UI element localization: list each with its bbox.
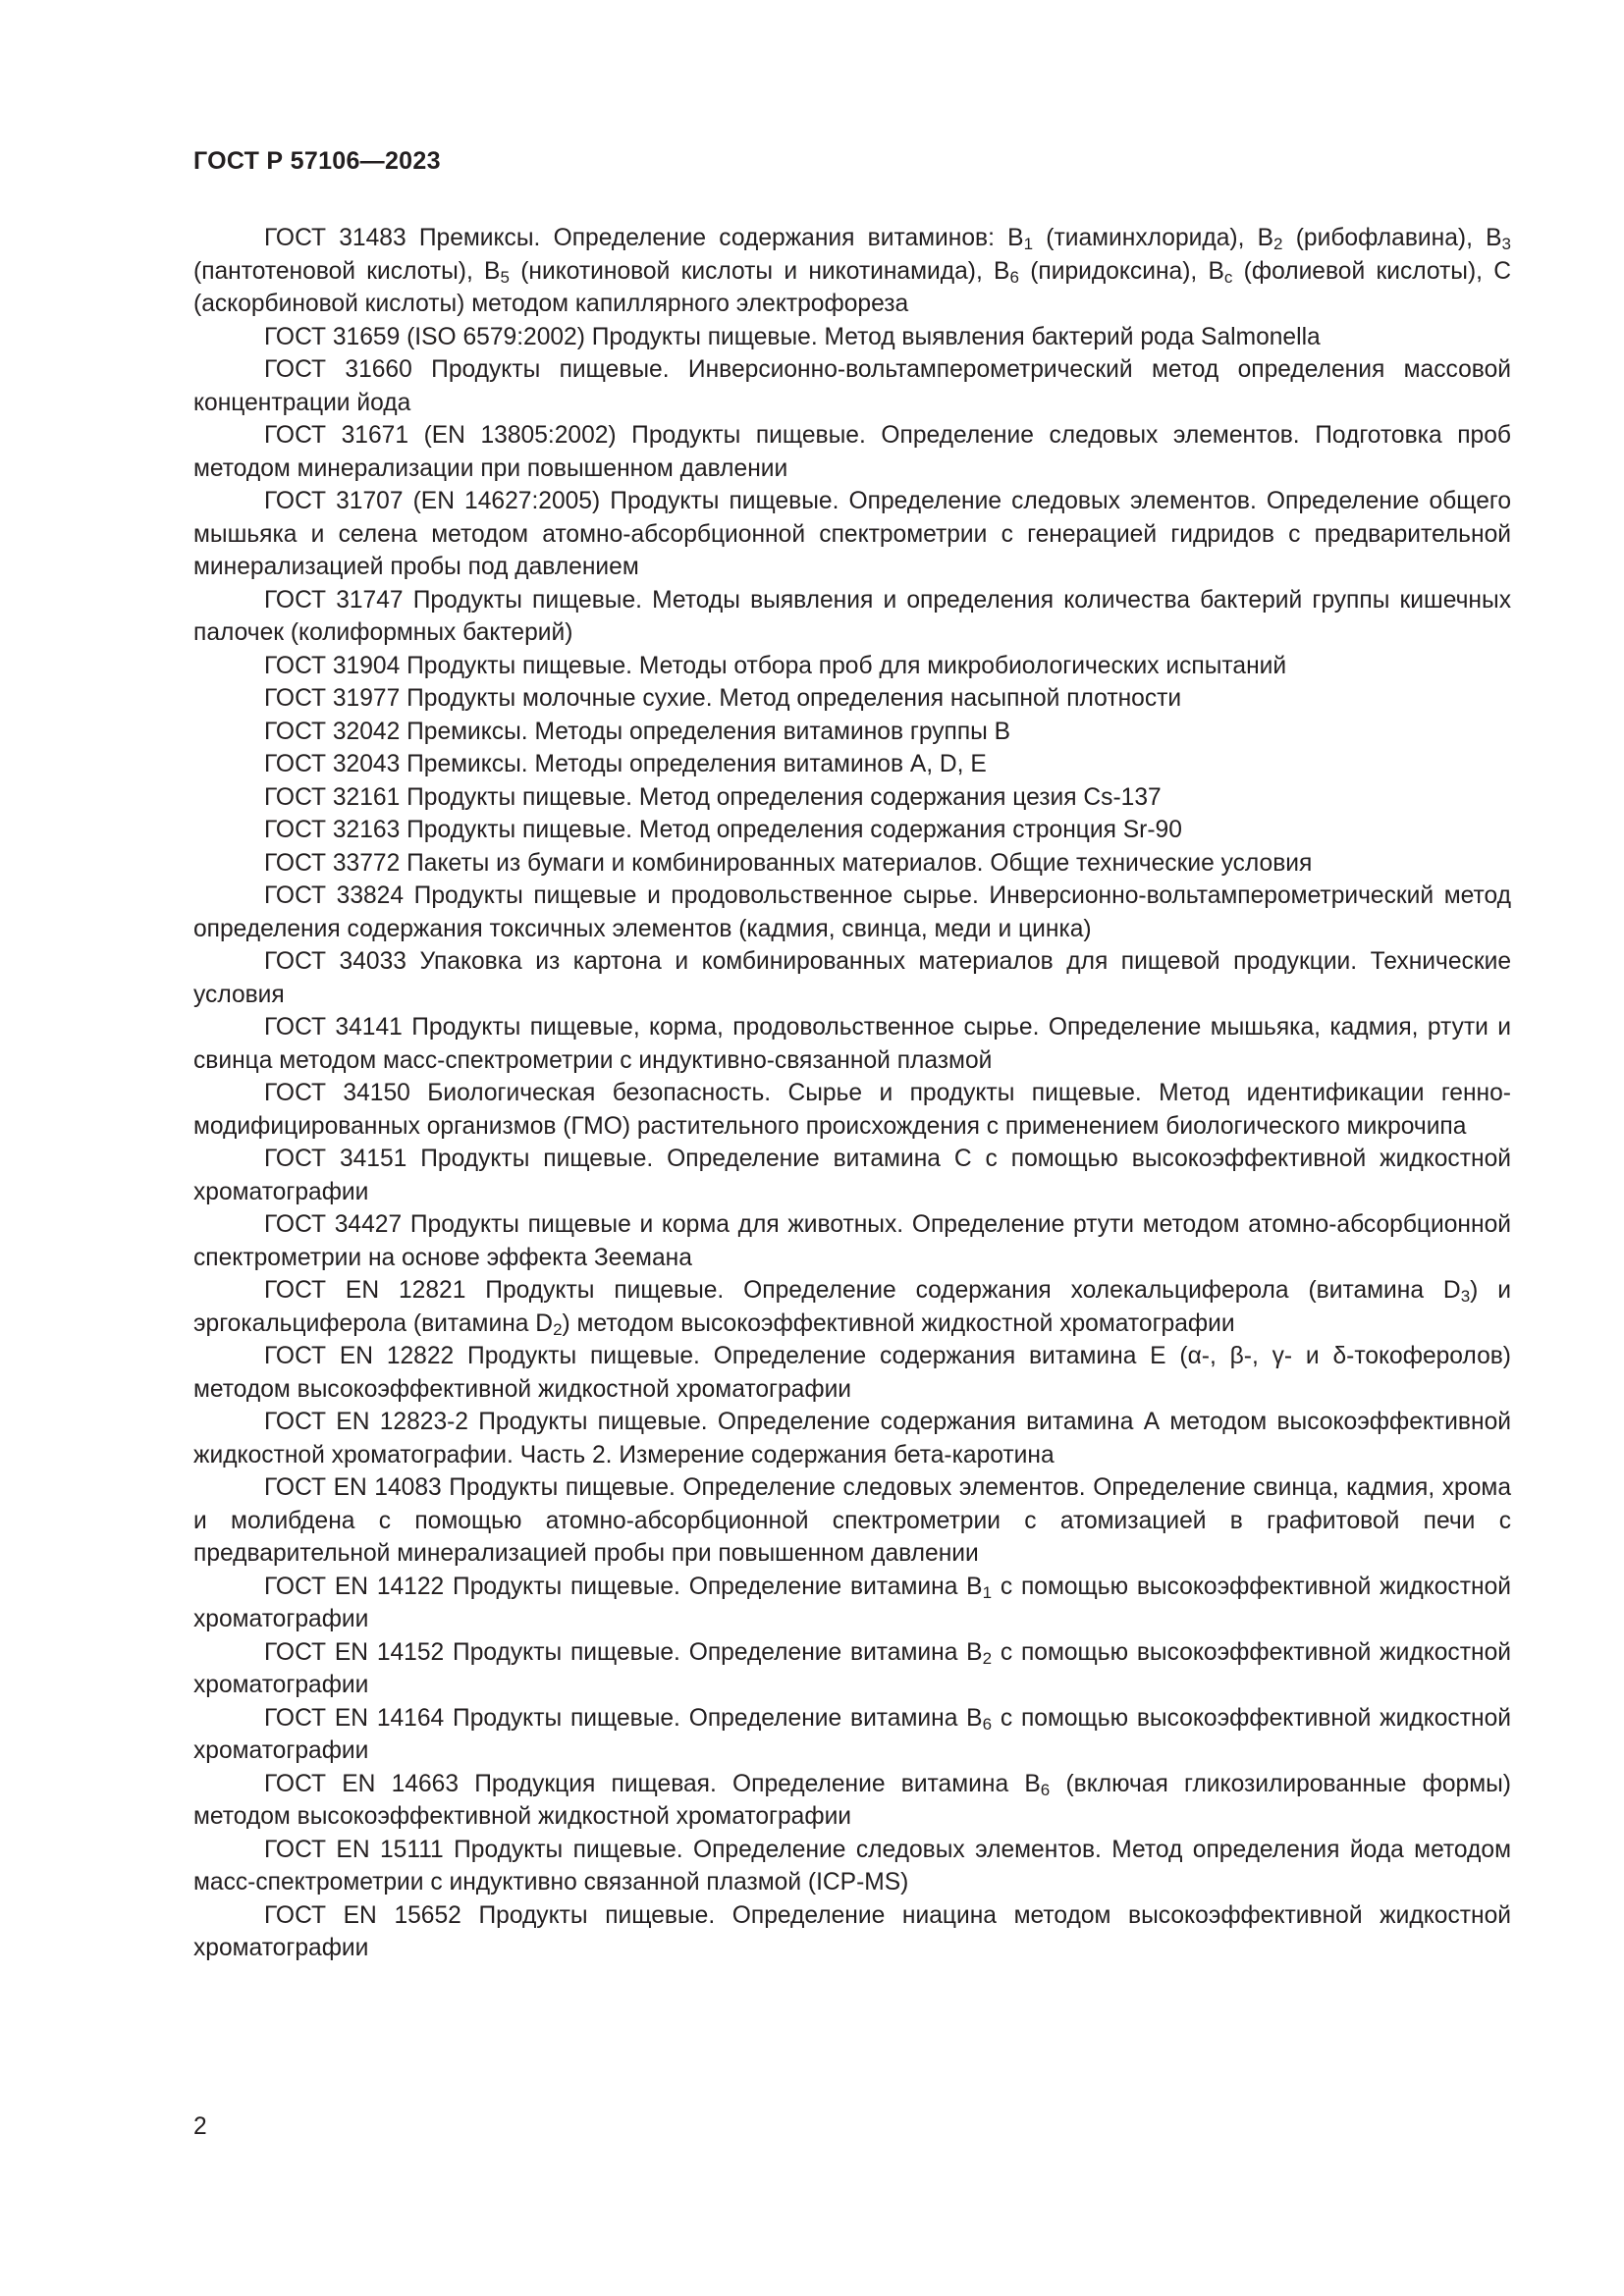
- reference-text: (включая гликозилированные формы) методом высокоэффективной жидкостной хроматографии: [193, 1770, 1511, 1830]
- subscript-index: 6: [1009, 267, 1019, 287]
- reference-entry: [193, 814, 1511, 847]
- reference-text: ГОСТ 31660 Продукты пищевые. Инверсионно-вольтамперометрический метод определения массовой концентрации йода: [193, 356, 1511, 416]
- subscript-index: 1: [982, 1582, 993, 1602]
- reference-entry: [193, 321, 1511, 354]
- reference-text: (никотиновой кислоты и никотинамида), B: [509, 257, 1010, 285]
- reference-text: ГОСТ 31671 (EN 13805:2002) Продукты пищевые. Определение следовых элементов. Подготовка проб методом минерализации при повышенном давлении: [193, 422, 1511, 482]
- reference-text: ГОСТ 32043 Премиксы. Методы определения витаминов А, D, Е: [264, 751, 987, 777]
- reference-text: ) методом высокоэффективной жидкостной хроматографии: [562, 1309, 1235, 1337]
- reference-text: ГОСТ 31977 Продукты молочные сухие. Метод определения насыпной плотности: [264, 685, 1182, 712]
- reference-entry: [193, 1471, 1511, 1571]
- subscript-index: 6: [1040, 1780, 1051, 1799]
- reference-text: ГОСТ EN 14083 Продукты пищевые. Определение следовых элементов. Определение свинца, кадмия, хрома и молибдена с помощью атомно-абсорбционной спектрометрии с атомизацией в графитовой печи с предварительной минерализацией пробы при повышенном давлении: [193, 1474, 1511, 1567]
- reference-text: ГОСТ 31904 Продукты пищевые. Методы отбора проб для микробиологических испытаний: [264, 652, 1287, 679]
- subscript-index: 2: [982, 1648, 993, 1668]
- page-number: 2: [193, 2113, 207, 2140]
- reference-entry: [193, 716, 1511, 749]
- reference-entry: [193, 1768, 1511, 1834]
- reference-entry: [193, 748, 1511, 781]
- reference-text: ГОСТ 32163 Продукты пищевые. Метод определения содержания стронция Sr-90: [264, 817, 1182, 843]
- reference-text: ГОСТ 33772 Пакеты из бумаги и комбинированных материалов. Общие технические условия: [264, 849, 1313, 877]
- reference-text: с помощью высокоэффективной жидкостной хроматографии: [193, 1638, 1511, 1698]
- reference-text: ГОСТ 34033 Упаковка из картона и комбинированных материалов для пищевой продукции. Технические условия: [193, 948, 1511, 1008]
- reference-text: ГОСТ EN 15111 Продукты пищевые. Определение следовых элементов. Метод определения йода методом масс-спектрометрии с индуктивно связанной плазмой (ICP-MS): [193, 1836, 1511, 1896]
- reference-text: ) и эргокальциферола (витамина D: [193, 1277, 1512, 1337]
- reference-text: ГОСТ EN 14663 Продукция пищевая. Определение витамина B: [264, 1770, 1041, 1797]
- reference-text: ГОСТ EN 12823-2 Продукты пищевые. Определение содержания витамина А методом высокоэффективной жидкостной хроматографии. Часть 2. Измерение содержания бета-каротина: [193, 1409, 1511, 1468]
- reference-entry: [193, 1274, 1511, 1340]
- reference-entry: [193, 1406, 1511, 1471]
- reference-text: ГОСТ EN 14152 Продукты пищевые. Определение витамина B: [264, 1638, 983, 1666]
- reference-text: ГОСТ 34150 Биологическая безопасность. Сырье и продукты пищевые. Метод идентификации генно-модифицированных организмов (ГМО) растительного происхождения с применением биологического микрочипа: [193, 1080, 1511, 1140]
- reference-text: ГОСТ 31747 Продукты пищевые. Методы выявления и определения количества бактерий группы кишечных палочек (колиформных бактерий): [193, 586, 1511, 646]
- reference-entry: [193, 1834, 1511, 1899]
- reference-text: (фолиевой кислоты), C (аскорбиновой кислоты) методом капиллярного электрофореза: [193, 257, 1511, 317]
- reference-entry: [193, 1340, 1511, 1406]
- reference-text: ГОСТ 34427 Продукты пищевые и корма для животных. Определение ртути методом атомно-абсорбционной спектрометрии на основе эффекта Зеемана: [193, 1211, 1511, 1271]
- reference-entry: [193, 584, 1511, 650]
- subscript-index: 2: [553, 1319, 563, 1339]
- reference-text: ГОСТ EN 12822 Продукты пищевые. Определение содержания витамина E (α-, β-, γ- и δ-токоферолов) методом высокоэффективной жидкостной хроматографии: [193, 1343, 1511, 1403]
- reference-entry: [193, 847, 1511, 881]
- reference-text: (тиаминхлорида), B: [1033, 225, 1274, 251]
- reference-text: с помощью высокоэффективной жидкостной хроматографии: [193, 1573, 1511, 1632]
- reference-text: ГОСТ 34151 Продукты пищевые. Определение витамина C с помощью высокоэффективной жидкостной хроматографии: [193, 1146, 1511, 1205]
- reference-text: (пиридоксина), B: [1018, 257, 1224, 285]
- subscript-index: c: [1223, 267, 1233, 287]
- reference-text: ГОСТ EN 15652 Продукты пищевые. Определение ниацина методом высокоэффективной жидкостной хроматографии: [193, 1901, 1511, 1961]
- reference-text: ГОСТ 34141 Продукты пищевые, корма, продовольственное сырье. Определение мышьяка, кадмия, ртути и свинца методом масс-спектрометрии с индуктивно-связанной плазмой: [193, 1014, 1511, 1074]
- reference-text: (рибофлавина), B: [1282, 225, 1502, 251]
- reference-text: ГОСТ 33824 Продукты пищевые и продовольственное сырье. Инверсионно-вольтамперометрический метод определения содержания токсичных элементов (кадмия, свинца, меди и цинка): [193, 882, 1511, 942]
- reference-text: (пантотеновой кислоты), B: [193, 257, 501, 285]
- reference-text: ГОСТ 31483 Премиксы. Определение содержания витаминов: B: [264, 225, 1024, 251]
- normative-references-list: [193, 222, 1511, 1965]
- reference-entry: [193, 353, 1511, 419]
- reference-entry: [193, 1143, 1511, 1208]
- reference-text: с помощью высокоэффективной жидкостной хроматографии: [193, 1704, 1511, 1764]
- reference-entry: [193, 1208, 1511, 1274]
- reference-entry: [193, 945, 1511, 1011]
- subscript-index: 3: [1501, 235, 1511, 253]
- reference-text: ГОСТ EN 14122 Продукты пищевые. Определение витамина B: [264, 1573, 983, 1600]
- subscript-index: 2: [1273, 235, 1283, 253]
- subscript-index: 1: [1023, 235, 1034, 253]
- reference-entry: [193, 1077, 1511, 1143]
- reference-entry: [193, 1636, 1511, 1702]
- reference-entry: [193, 1899, 1511, 1965]
- reference-entry: [193, 682, 1511, 716]
- reference-entry: [193, 1011, 1511, 1077]
- reference-entry: [193, 1571, 1511, 1636]
- reference-entry: [193, 650, 1511, 683]
- reference-text: ГОСТ EN 12821 Продукты пищевые. Определение содержания холекальциферола (витамина D: [264, 1277, 1461, 1304]
- reference-entry: [193, 880, 1511, 945]
- subscript-index: 5: [500, 267, 510, 287]
- subscript-index: 3: [1460, 1287, 1471, 1306]
- reference-entry: [193, 419, 1511, 485]
- reference-text: ГОСТ 31659 (ISO 6579:2002) Продукты пищевые. Метод выявления бактерий рода Salmonella: [264, 323, 1321, 350]
- reference-text: ГОСТ 31707 (EN 14627:2005) Продукты пищевые. Определение следовых элементов. Определение общего мышьяка и селена методом атомно-абсорбционной спектрометрии с генерацией гидридов с предварительной минерализацией пробы под давлением: [193, 488, 1511, 580]
- reference-entry: [193, 222, 1511, 321]
- subscript-index: 6: [982, 1714, 993, 1734]
- reference-text: ГОСТ EN 14164 Продукты пищевые. Определение витамина B: [264, 1704, 983, 1732]
- reference-entry: [193, 781, 1511, 815]
- reference-entry: [193, 485, 1511, 584]
- reference-text: ГОСТ 32042 Премиксы. Методы определения витаминов группы B: [264, 718, 1011, 745]
- reference-text: ГОСТ 32161 Продукты пищевые. Метод определения содержания цезия Cs-137: [264, 783, 1162, 811]
- page-header-standard-id: ГОСТ Р 57106—2023: [193, 147, 441, 175]
- reference-entry: [193, 1702, 1511, 1768]
